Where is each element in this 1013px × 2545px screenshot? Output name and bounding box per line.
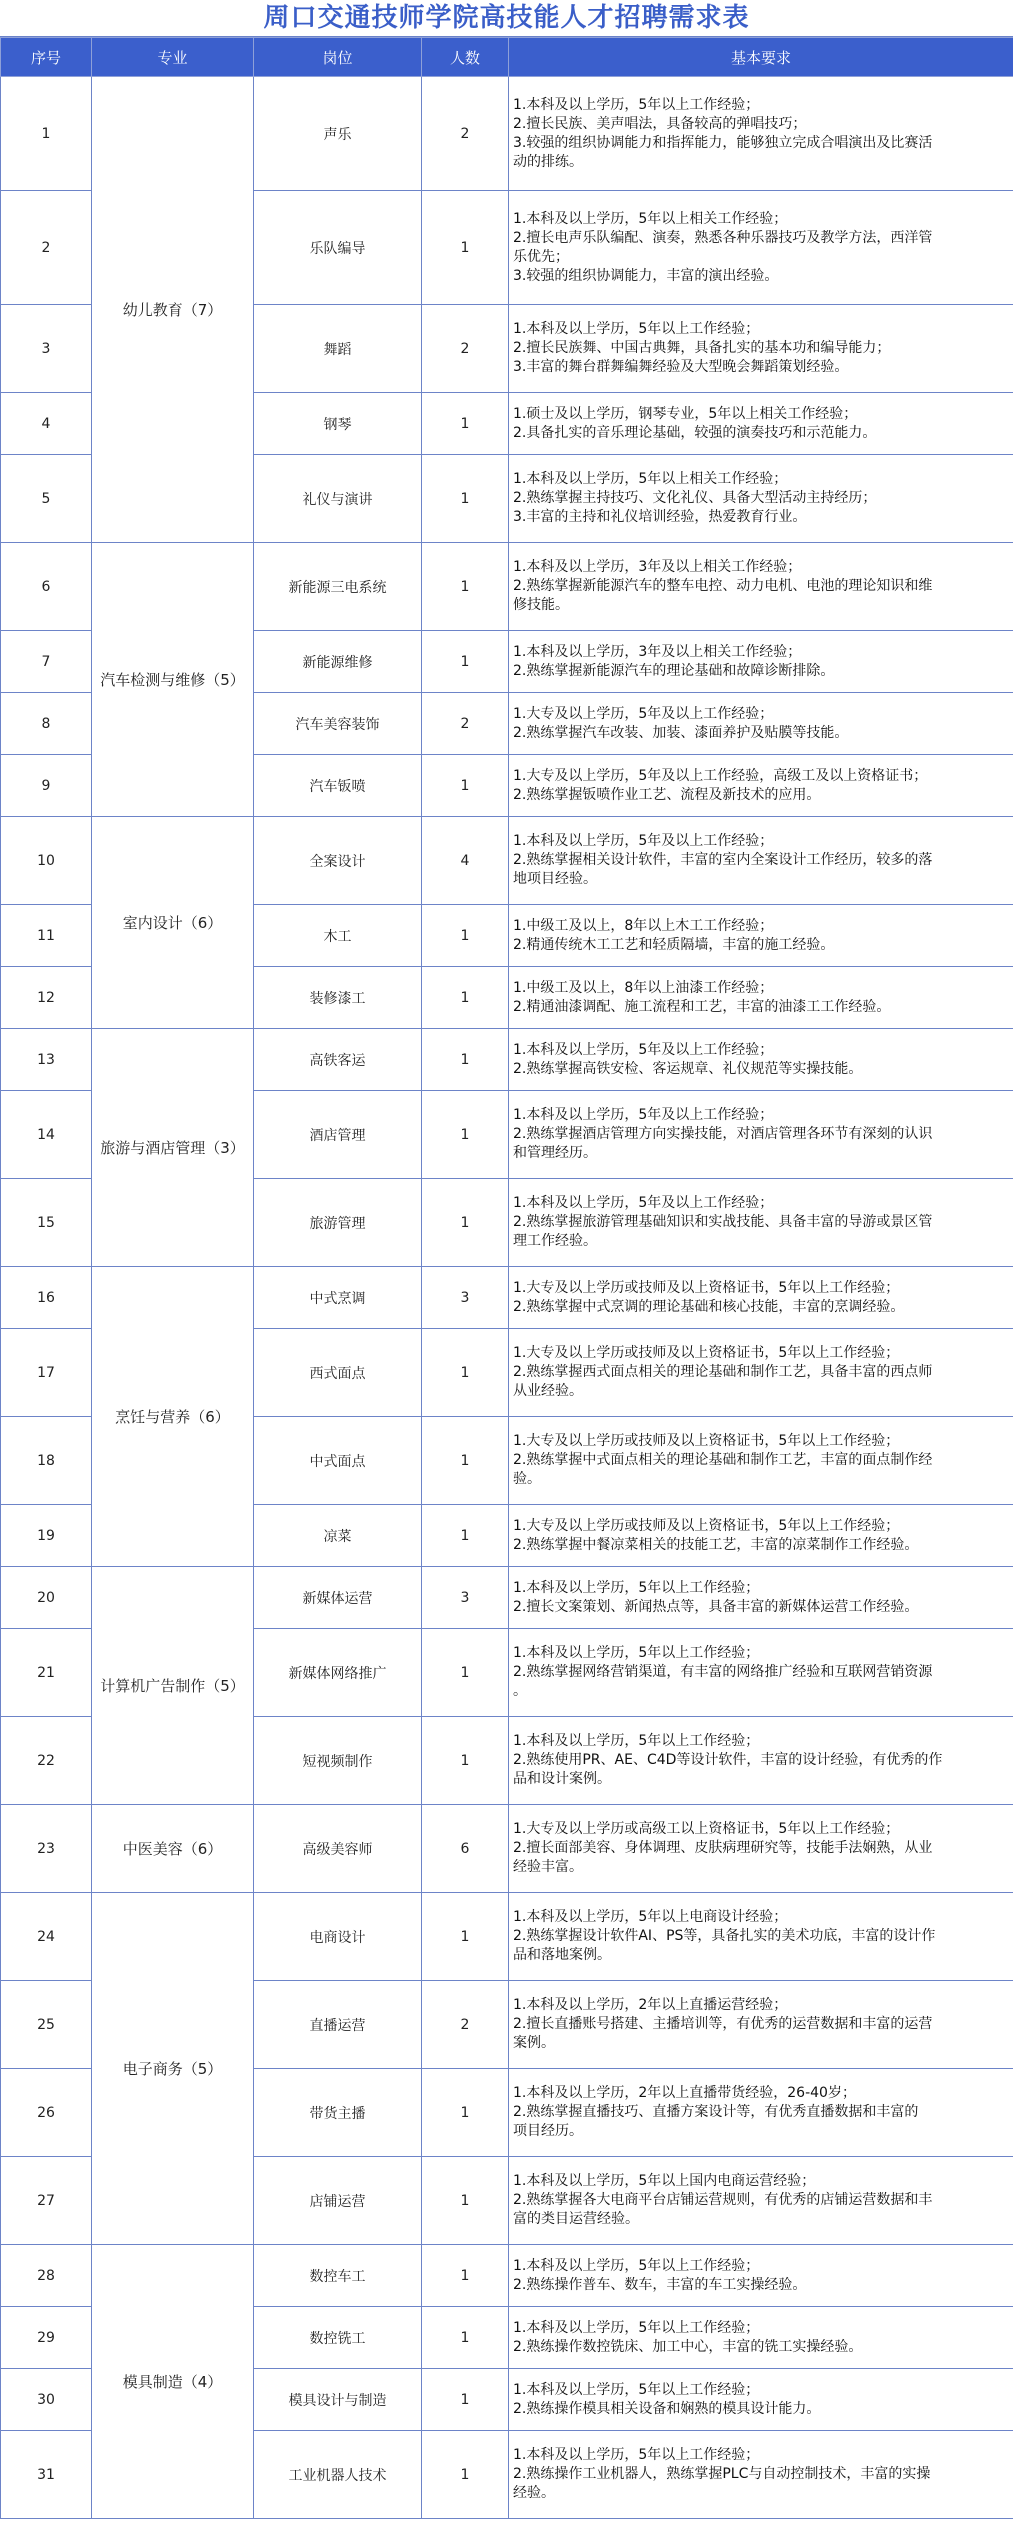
post-cell: 新能源维修	[254, 631, 422, 693]
post-cell: 高铁客运	[254, 1029, 422, 1091]
requirement-line: 2.熟练掌握设计软件AI、PS等，具备扎实的美术功底，丰富的设计作	[513, 1928, 936, 1944]
requirement-line: 1.本科及以上学历，5年以上相关工作经验；	[513, 210, 788, 227]
row-number: 17	[1, 1329, 92, 1417]
post-cell: 新媒体运营	[254, 1567, 422, 1629]
table-row	[1, 1029, 1013, 1091]
count-cell: 1	[422, 1329, 509, 1417]
count-cell: 1	[422, 2431, 509, 2519]
post-cell: 舞蹈	[254, 305, 422, 393]
post-cell: 汽车钣喷	[254, 755, 422, 817]
requirement-line: 2.擅长直播账号搭建、主播培训等，有优秀的运营数据和丰富的运营	[513, 2016, 933, 2032]
requirement-line: 2.熟练掌握中式面点相关的理论基础和制作工艺，丰富的面点制作经	[513, 1452, 933, 1468]
requirements-cell	[509, 1629, 1013, 1717]
requirement-line: 2.熟练掌握汽车改装、加装、漆面养护及贴膜等技能。	[513, 724, 849, 741]
post-cell: 汽车美容装饰	[254, 693, 422, 755]
requirement-line: 3.丰富的舞台群舞编舞经验及大型晚会舞蹈策划经验。	[513, 359, 849, 375]
requirement-line: 2.熟练操作普车、数车，丰富的车工实操经验。	[513, 2276, 807, 2293]
requirements-cell	[509, 305, 1013, 393]
requirement-line: 3.丰富的主持和礼仪培训经验，热爱教育行业。	[513, 509, 807, 525]
requirements-cell	[509, 1329, 1013, 1417]
row-number: 1	[1, 77, 92, 191]
row-number: 29	[1, 2307, 92, 2369]
major-cell: 烹饪与营养（6）	[92, 1267, 254, 1567]
post-cell: 店铺运营	[254, 2157, 422, 2245]
requirement-line: 案例。	[513, 2035, 555, 2051]
requirements-cell	[509, 1717, 1013, 1805]
post-cell: 中式面点	[254, 1417, 422, 1505]
requirement-line: 经验。	[513, 2485, 555, 2501]
requirement-line: 2.熟练掌握西式面点相关的理论基础和制作工艺，具备丰富的西点师	[513, 1364, 933, 1380]
requirement-line: 1.本科及以上学历，2年以上直播运营经验；	[513, 1997, 788, 2013]
requirement-line: 1.大专及以上学历，5年及以上工作经验；	[513, 705, 774, 722]
requirement-line: 1.本科及以上学历，2年以上直播带货经验，26-40岁；	[513, 2085, 856, 2101]
requirement-line: 2.擅长文案策划、新闻热点等，具备丰富的新媒体运营工作经验。	[513, 1598, 919, 1615]
requirement-line: 1.大专及以上学历或技师及以上资格证书，5年以上工作经验；	[513, 1345, 900, 1361]
requirement-line: 1.本科及以上学历，5年以上相关工作经验；	[513, 471, 788, 487]
table-row	[1, 817, 1013, 905]
post-cell: 木工	[254, 905, 422, 967]
requirements-cell	[509, 1981, 1013, 2069]
requirement-line: 2.熟练掌握直播技巧、直播方案设计等，有优秀直播数据和丰富的	[513, 2104, 919, 2120]
count-cell: 1	[422, 2307, 509, 2369]
requirement-line: 2.熟练掌握旅游管理基础知识和实战技能、具备丰富的导游或景区管	[513, 1214, 933, 1230]
row-number: 18	[1, 1417, 92, 1505]
row-number: 25	[1, 1981, 92, 2069]
post-cell: 钢琴	[254, 393, 422, 455]
requirements-cell	[509, 2245, 1013, 2307]
count-cell: 1	[422, 191, 509, 305]
count-cell: 1	[422, 2069, 509, 2157]
post-cell: 酒店管理	[254, 1091, 422, 1179]
requirement-line: 2.熟练操作数控铣床、加工中心，丰富的铣工实操经验。	[513, 2338, 863, 2355]
count-cell: 1	[422, 455, 509, 543]
requirement-line: 1.大专及以上学历或技师及以上资格证书，5年以上工作经验；	[513, 1433, 900, 1449]
table-body	[1, 77, 1013, 2519]
row-number: 20	[1, 1567, 92, 1629]
row-number: 13	[1, 1029, 92, 1091]
requirement-line: 2.擅长电声乐队编配、演奏，熟悉各种乐器技巧及教学方法，西洋管	[513, 229, 933, 246]
post-cell: 装修漆工	[254, 967, 422, 1029]
requirement-line: 2.熟练掌握各大电商平台店铺运营规则，有优秀的店铺运营数据和丰	[513, 2192, 933, 2208]
requirement-line: 2.熟练掌握酒店管理方向实操技能，对酒店管理各环节有深刻的认识	[513, 1126, 933, 1142]
count-cell: 1	[422, 2157, 509, 2245]
requirement-line: 1.中级工及以上，8年以上木工工作经验；	[513, 917, 774, 934]
requirement-line: 2.熟练操作工业机器人，熟练掌握PLC与自动控制技术，丰富的实操	[513, 2466, 931, 2482]
requirement-line: 2.熟练掌握相关设计软件，丰富的室内全案设计工作经历，较多的落	[513, 852, 933, 868]
post-cell: 乐队编导	[254, 191, 422, 305]
post-cell: 数控车工	[254, 2245, 422, 2307]
table-row	[1, 543, 1013, 631]
requirement-line: 。	[513, 1683, 527, 1699]
requirement-line: 3.较强的组织协调能力和指挥能力，能够独立完成合唱演出及比赛活	[513, 134, 933, 151]
count-cell: 1	[422, 1717, 509, 1805]
row-number: 7	[1, 631, 92, 693]
header-no: 序号	[1, 38, 92, 77]
page-title: 周口交通技师学院高技能人才招聘需求表	[0, 0, 1013, 37]
post-cell: 高级美容师	[254, 1805, 422, 1893]
requirements-cell	[509, 2157, 1013, 2245]
requirement-line: 1.本科及以上学历，5年以上工作经验；	[513, 321, 760, 337]
count-cell: 1	[422, 1091, 509, 1179]
table-row	[1, 1567, 1013, 1629]
table-header-row	[1, 38, 1013, 77]
row-number: 9	[1, 755, 92, 817]
requirement-line: 修技能。	[513, 597, 569, 613]
post-cell: 直播运营	[254, 1981, 422, 2069]
requirements-cell	[509, 191, 1013, 305]
requirement-line: 1.本科及以上学历，5年及以上工作经验；	[513, 1195, 774, 1211]
post-cell: 新媒体网络推广	[254, 1629, 422, 1717]
requirement-line: 动的排练。	[513, 153, 583, 170]
table-row	[1, 77, 1013, 191]
requirements-cell	[509, 905, 1013, 967]
requirement-line: 1.大专及以上学历或高级工以上资格证书，5年以上工作经验；	[513, 1821, 900, 1837]
requirements-cell	[509, 1091, 1013, 1179]
row-number: 10	[1, 817, 92, 905]
requirement-line: 1.本科及以上学历，5年以上工作经验；	[513, 2319, 760, 2336]
count-cell: 1	[422, 967, 509, 1029]
requirements-cell	[509, 2369, 1013, 2431]
row-number: 23	[1, 1805, 92, 1893]
major-cell: 模具制造（4）	[92, 2245, 254, 2519]
post-cell: 数控铣工	[254, 2307, 422, 2369]
requirement-line: 2.熟练掌握中餐凉菜相关的技能工艺，丰富的凉菜制作工作经验。	[513, 1536, 919, 1553]
count-cell: 1	[422, 393, 509, 455]
count-cell: 2	[422, 1981, 509, 2069]
requirements-cell	[509, 1417, 1013, 1505]
requirement-line: 2.熟练掌握网络营销渠道，有丰富的网络推广经验和互联网营销资源	[513, 1664, 933, 1680]
major-cell: 计算机广告制作（5）	[92, 1567, 254, 1805]
row-number: 19	[1, 1505, 92, 1567]
requirements-cell	[509, 77, 1013, 191]
requirement-line: 3.较强的组织协调能力，丰富的演出经验。	[513, 267, 779, 284]
requirement-line: 理工作经验。	[513, 1233, 597, 1249]
row-number: 8	[1, 693, 92, 755]
requirement-line: 从业经验。	[513, 1383, 583, 1399]
recruitment-table	[0, 37, 1013, 2519]
requirement-line: 1.本科及以上学历，5年以上工作经验；	[513, 2257, 760, 2274]
count-cell: 1	[422, 1029, 509, 1091]
count-cell: 1	[422, 2369, 509, 2431]
requirement-line: 1.本科及以上学历，5年以上电商设计经验；	[513, 1909, 788, 1925]
requirement-line: 2.精通油漆调配、施工流程和工艺，丰富的油漆工工作经验。	[513, 998, 891, 1015]
requirements-cell	[509, 817, 1013, 905]
requirement-line: 2.擅长民族舞、中国古典舞，具备扎实的基本功和编导能力；	[513, 340, 891, 356]
requirement-line: 1.本科及以上学历，5年以上工作经验；	[513, 1733, 760, 1749]
row-number: 21	[1, 1629, 92, 1717]
major-cell: 旅游与酒店管理（3）	[92, 1029, 254, 1267]
count-cell: 1	[422, 1893, 509, 1981]
table-row	[1, 1893, 1013, 1981]
requirements-cell	[509, 1505, 1013, 1567]
post-cell: 模具设计与制造	[254, 2369, 422, 2431]
requirement-line: 1.硕士及以上学历，钢琴专业，5年以上相关工作经验；	[513, 405, 858, 422]
post-cell: 短视频制作	[254, 1717, 422, 1805]
row-number: 16	[1, 1267, 92, 1329]
major-cell: 汽车检测与维修（5）	[92, 543, 254, 817]
requirement-line: 经验丰富。	[513, 1859, 583, 1875]
requirement-line: 1.大专及以上学历或技师及以上资格证书，5年以上工作经验；	[513, 1279, 900, 1296]
requirement-line: 2.精通传统木工工艺和轻质隔墙，丰富的施工经验。	[513, 936, 835, 953]
count-cell: 2	[422, 305, 509, 393]
requirements-cell	[509, 393, 1013, 455]
requirement-line: 2.熟练掌握高铁安检、客运规章、礼仪规范等实操技能。	[513, 1060, 863, 1077]
row-number: 31	[1, 2431, 92, 2519]
header-count: 人数	[422, 38, 509, 77]
major-cell: 电子商务（5）	[92, 1893, 254, 2245]
count-cell: 2	[422, 77, 509, 191]
major-cell: 幼儿教育（7）	[92, 77, 254, 543]
requirement-line: 2.熟练掌握新能源汽车的整车电控、动力电机、电池的理论知识和维	[513, 578, 933, 594]
requirement-line: 1.本科及以上学历，3年及以上相关工作经验；	[513, 559, 802, 575]
requirement-line: 1.本科及以上学历，5年以上工作经验；	[513, 96, 760, 113]
requirement-line: 1.本科及以上学历，5年以上工作经验；	[513, 1645, 760, 1661]
major-cell: 中医美容（6）	[92, 1805, 254, 1893]
requirement-line: 地项目经验。	[513, 871, 597, 887]
row-number: 5	[1, 455, 92, 543]
row-number: 4	[1, 393, 92, 455]
requirement-line: 1.中级工及以上，8年以上油漆工作经验；	[513, 979, 774, 996]
post-cell: 礼仪与演讲	[254, 455, 422, 543]
requirements-cell	[509, 755, 1013, 817]
row-number: 15	[1, 1179, 92, 1267]
header-post: 岗位	[254, 38, 422, 77]
table-row	[1, 1267, 1013, 1329]
requirements-cell	[509, 455, 1013, 543]
count-cell: 1	[422, 1505, 509, 1567]
requirements-cell	[509, 2307, 1013, 2369]
count-cell: 1	[422, 2245, 509, 2307]
requirements-cell	[509, 1029, 1013, 1091]
count-cell: 2	[422, 693, 509, 755]
requirement-line: 乐优先；	[513, 248, 569, 265]
requirement-line: 1.本科及以上学历，5年以上国内电商运营经验；	[513, 2173, 816, 2189]
count-cell: 1	[422, 905, 509, 967]
requirement-line: 1.本科及以上学历，3年及以上相关工作经验；	[513, 643, 802, 660]
count-cell: 3	[422, 1567, 509, 1629]
requirement-line: 1.本科及以上学历，5年以上工作经验；	[513, 2381, 760, 2398]
requirements-cell	[509, 1893, 1013, 1981]
row-number: 26	[1, 2069, 92, 2157]
count-cell: 4	[422, 817, 509, 905]
requirement-line: 品和设计案例。	[513, 1771, 611, 1787]
major-cell: 室内设计（6）	[92, 817, 254, 1029]
requirement-line: 1.本科及以上学历，5年及以上工作经验；	[513, 833, 774, 849]
requirement-line: 2.熟练掌握钣喷作业工艺、流程及新技术的应用。	[513, 786, 821, 803]
requirements-cell	[509, 2431, 1013, 2519]
count-cell: 1	[422, 543, 509, 631]
row-number: 27	[1, 2157, 92, 2245]
table-row	[1, 1805, 1013, 1893]
post-cell: 旅游管理	[254, 1179, 422, 1267]
count-cell: 1	[422, 755, 509, 817]
count-cell: 6	[422, 1805, 509, 1893]
requirement-line: 2.熟练使用PR、AE、C4D等设计软件，丰富的设计经验，有优秀的作	[513, 1752, 943, 1768]
requirement-line: 1.本科及以上学历，5年及以上工作经验；	[513, 1041, 774, 1058]
requirement-line: 2.擅长面部美容、身体调理、皮肤病理研究等，技能手法娴熟，从业	[513, 1840, 933, 1856]
requirements-cell	[509, 693, 1013, 755]
post-cell: 工业机器人技术	[254, 2431, 422, 2519]
requirement-line: 1.本科及以上学历，5年以上工作经验；	[513, 1579, 760, 1596]
row-number: 30	[1, 2369, 92, 2431]
requirements-cell	[509, 543, 1013, 631]
row-number: 22	[1, 1717, 92, 1805]
requirement-line: 品和落地案例。	[513, 1947, 611, 1963]
post-cell: 西式面点	[254, 1329, 422, 1417]
post-cell: 全案设计	[254, 817, 422, 905]
requirements-cell	[509, 631, 1013, 693]
count-cell: 1	[422, 1179, 509, 1267]
requirements-cell	[509, 1805, 1013, 1893]
requirement-line: 验。	[513, 1471, 541, 1487]
requirement-line: 1.大专及以上学历或技师及以上资格证书，5年以上工作经验；	[513, 1517, 900, 1534]
requirement-line: 1.大专及以上学历，5年及以上工作经验，高级工及以上资格证书；	[513, 767, 928, 784]
requirement-line: 1.本科及以上学历，5年及以上工作经验；	[513, 1107, 774, 1123]
post-cell: 中式烹调	[254, 1267, 422, 1329]
post-cell: 带货主播	[254, 2069, 422, 2157]
row-number: 6	[1, 543, 92, 631]
post-cell: 电商设计	[254, 1893, 422, 1981]
row-number: 2	[1, 191, 92, 305]
requirement-line: 2.擅长民族、美声唱法，具备较高的弹唱技巧；	[513, 115, 807, 132]
row-number: 3	[1, 305, 92, 393]
count-cell: 3	[422, 1267, 509, 1329]
row-number: 28	[1, 2245, 92, 2307]
requirement-line: 2.熟练掌握中式烹调的理论基础和核心技能，丰富的烹调经验。	[513, 1298, 905, 1315]
requirement-line: 和管理经历。	[513, 1145, 597, 1161]
requirements-cell	[509, 1267, 1013, 1329]
table-row	[1, 2245, 1013, 2307]
count-cell: 1	[422, 1629, 509, 1717]
header-major: 专业	[92, 38, 254, 77]
requirements-cell	[509, 1179, 1013, 1267]
row-number: 24	[1, 1893, 92, 1981]
count-cell: 1	[422, 631, 509, 693]
requirement-line: 富的类目运营经验。	[513, 2211, 639, 2227]
row-number: 11	[1, 905, 92, 967]
header-requirements: 基本要求	[509, 38, 1013, 77]
requirements-cell	[509, 2069, 1013, 2157]
requirement-line: 2.熟练操作模具相关设备和娴熟的模具设计能力。	[513, 2400, 821, 2417]
requirement-line: 2.具备扎实的音乐理论基础，较强的演奏技巧和示范能力。	[513, 424, 877, 441]
post-cell: 凉菜	[254, 1505, 422, 1567]
row-number: 12	[1, 967, 92, 1029]
count-cell: 1	[422, 1417, 509, 1505]
requirement-line: 2.熟练掌握主持技巧、文化礼仪、具备大型活动主持经历；	[513, 490, 877, 506]
requirement-line: 1.本科及以上学历，5年以上工作经验；	[513, 2447, 760, 2463]
requirements-cell	[509, 1567, 1013, 1629]
requirements-cell	[509, 967, 1013, 1029]
post-cell: 新能源三电系统	[254, 543, 422, 631]
requirement-line: 2.熟练掌握新能源汽车的理论基础和故障诊断排除。	[513, 662, 835, 679]
post-cell: 声乐	[254, 77, 422, 191]
row-number: 14	[1, 1091, 92, 1179]
requirement-line: 项目经历。	[513, 2123, 583, 2139]
